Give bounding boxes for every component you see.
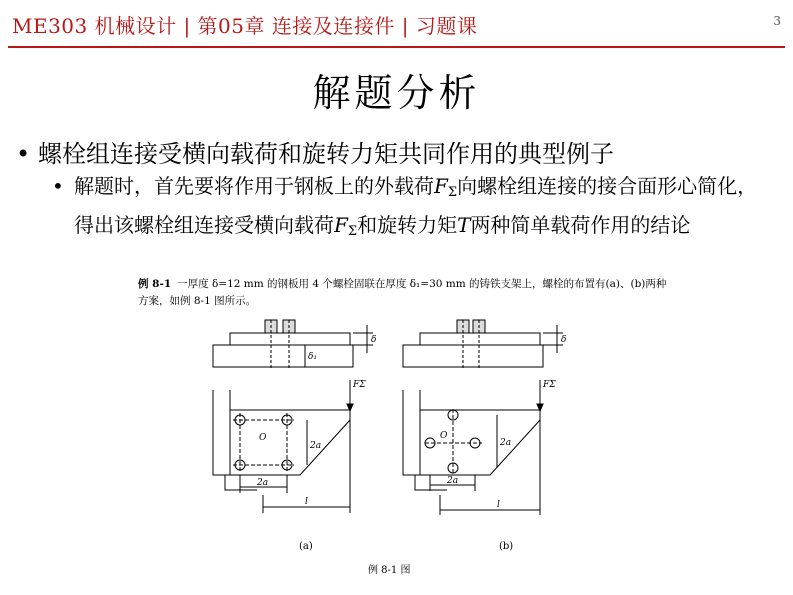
symbol-F: F (334, 213, 348, 237)
bullet-level2 (52, 170, 772, 248)
figure-caption-a: (a) (299, 541, 313, 552)
slide-title: 解题分析 (312, 71, 481, 115)
symbol-F: F (434, 174, 448, 198)
label-force-a: FΣ (353, 380, 366, 390)
figure-caption: 例 8-1 图 (368, 565, 411, 576)
label-2a-vertical-a: 2a (310, 441, 322, 451)
symbol-sigma: Σ (347, 224, 358, 239)
bullet-dot-icon: • (52, 174, 64, 198)
bolt-arrangement-figure (195, 315, 575, 537)
label-2a-horizontal-b: 2a (447, 476, 459, 486)
example-label: 例 8-1 (138, 278, 172, 290)
label-delta1-a: δ₁ (308, 352, 318, 362)
label-2a-vertical-b: 2a (500, 438, 512, 448)
symbol-sigma: Σ (447, 185, 458, 200)
bullet-level1 (16, 134, 614, 169)
label-centroid-a: O (259, 433, 267, 443)
header-title: ME303 机械设计 | 第05章 连接及连接件 | 习题课 (12, 14, 478, 38)
example-body: 一厚度 δ=12 mm 的钢板用 4 个螺栓固联在厚度 δ₁=30 mm 的铸铁支架上，螺栓的布置有(a)、(b)两种方案，如例 8-1 图所示。 (138, 278, 667, 307)
symbol-T: T (457, 213, 471, 237)
label-delta-b: δ (561, 335, 567, 345)
diagram-b (403, 320, 563, 515)
label-centroid-b: O (440, 431, 448, 441)
bullet-level2-text: 解题时，首先要将作用于钢板上的外载荷$F_\Sigma$向螺栓组连接的接合面形心简化，得出该螺栓组连接受横向载荷$F_\Sigma$和旋转力矩T两种简单载荷作用的结论 (74, 174, 758, 239)
slide-header (0, 0, 793, 44)
example-text (138, 276, 668, 310)
header-divider (8, 46, 785, 48)
label-force-b: FΣ (543, 380, 556, 390)
label-delta-a: δ (371, 335, 377, 345)
label-l-b: l (497, 500, 500, 510)
label-2a-horizontal-a: 2a (257, 478, 269, 488)
bullet-level1-text: 螺栓组连接受横向载荷和旋转力矩共同作用的典型例子 (38, 140, 614, 168)
diagram-a (213, 320, 373, 513)
label-l-a: l (305, 497, 308, 507)
figure-caption-b: (b) (499, 541, 514, 552)
page-number: 3 (773, 14, 781, 28)
bullet-dot-icon: • (16, 140, 31, 168)
